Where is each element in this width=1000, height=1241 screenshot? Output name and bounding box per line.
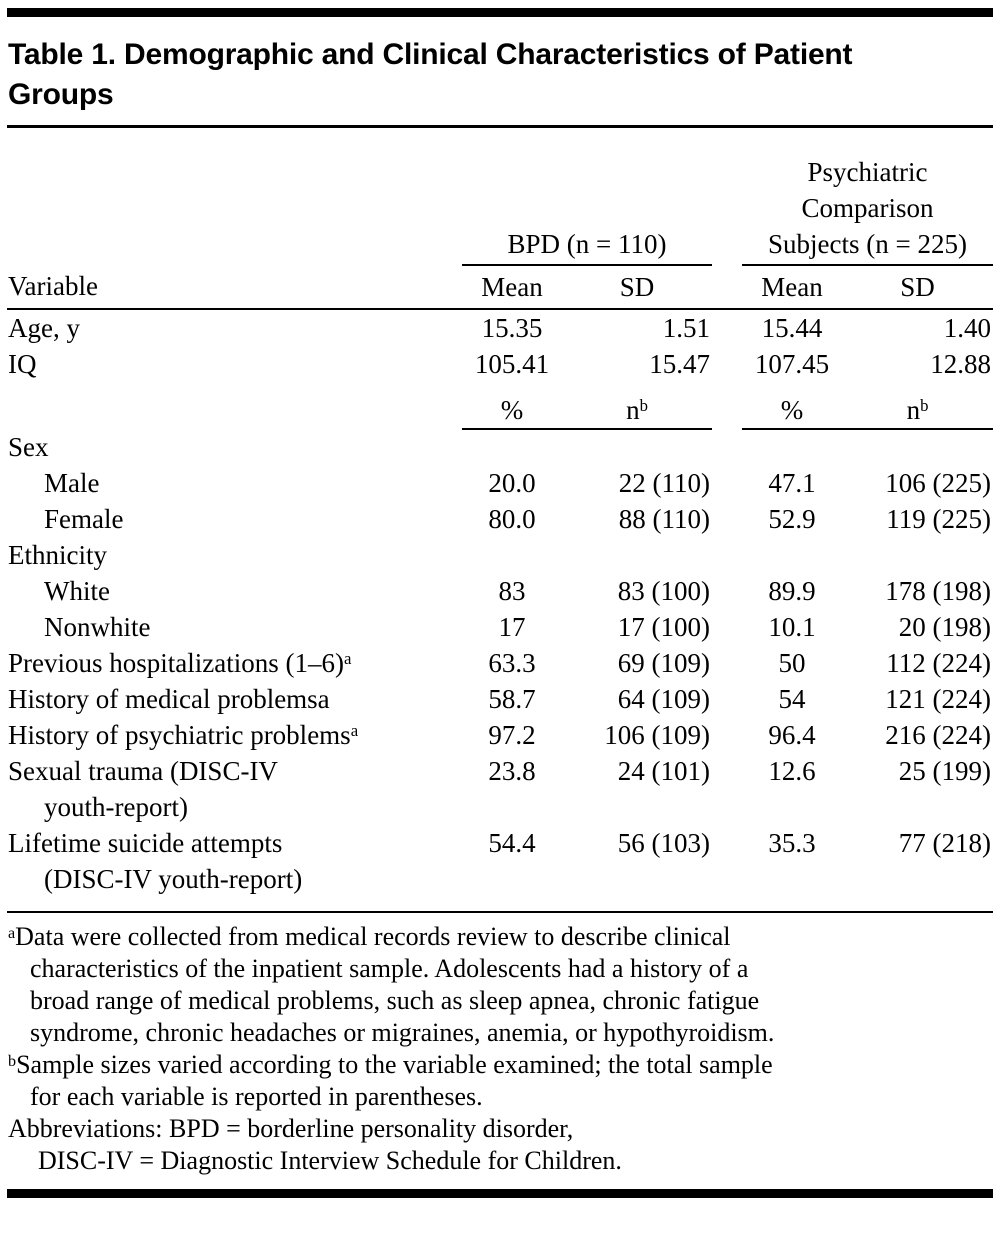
row-label-text: White: [44, 576, 110, 606]
column-gap: [712, 681, 742, 717]
footnote-a-line: broad range of medical problems, such as sleep apnea, chronic fatigue: [30, 986, 760, 1015]
comp-percent-cell: 10.1: [768, 612, 816, 642]
footnote-text: Data were collected from medical records review to describe clinical: [15, 922, 731, 951]
row-label-continuation: (DISC-IV youth-report): [44, 864, 303, 894]
row-label-text: Male: [44, 468, 100, 498]
column-gap: [712, 382, 742, 429]
comp-n-cell: [842, 429, 993, 465]
demographics-table: [7, 154, 993, 897]
footnote-b-line: [8, 1049, 993, 1081]
row-label-text: IQ: [8, 349, 37, 379]
bpd-percent-cell: 80.0: [488, 504, 536, 534]
row-label-text: Previous hospitalizations (1–6): [8, 648, 344, 678]
column-header-variable: Variable: [7, 265, 462, 309]
bpd-percent-cell: 17: [498, 612, 526, 642]
comp-percent-cell: 52.9: [768, 504, 816, 534]
column-gap: [712, 346, 742, 382]
column-gap: [712, 537, 742, 573]
row-label-text: Ethnicity: [8, 540, 107, 570]
comp-percent-header: [742, 382, 842, 429]
row-label: [7, 429, 462, 465]
footnote-b: [8, 1049, 993, 1113]
column-header-comp-mean: Mean: [742, 265, 842, 309]
bpd-percent-cell: [462, 537, 562, 573]
comp-n-cell: 178 (198): [885, 576, 992, 606]
row-label: [7, 382, 462, 429]
footnote-a-line: syndrome, chronic headaches or migraines, anemia, or hypothyroidism.: [30, 1018, 775, 1047]
column-header-row: [7, 265, 993, 309]
comp-n-cell: [842, 537, 993, 573]
column-gap: [712, 609, 742, 645]
footnote-b-line: for each variable is reported in parentheses.: [30, 1082, 483, 1111]
comp-n-cell: 119 (225): [886, 504, 992, 534]
bpd-percent-cell: 58.7: [488, 684, 536, 714]
row-label: [7, 309, 462, 346]
bpd-n-cell: 56 (103): [617, 828, 711, 858]
row-label: [7, 346, 462, 382]
comp-n-cell: 77 (218): [898, 828, 992, 858]
bpd-n-cell: 69 (109): [617, 648, 711, 678]
row-label: [7, 501, 462, 537]
bpd-percent-cell: 54.4: [488, 828, 536, 858]
bpd-mean-cell: 105.41: [474, 349, 550, 379]
abbreviations-line: DISC-IV = Diagnostic Interview Schedule for Children.: [38, 1146, 622, 1175]
n-header-text: n: [626, 395, 640, 425]
group-header-comparison: [742, 154, 993, 265]
bpd-sd-cell: 1.51: [662, 313, 711, 343]
column-gap: [712, 309, 742, 346]
row-label: [7, 609, 462, 645]
comp-n-cell: 216 (224): [885, 720, 992, 750]
superscript-a: a: [343, 649, 352, 669]
footnote-marker-b: b: [8, 1052, 17, 1070]
group-header-comparison-line: Subjects (n = 225): [768, 229, 967, 259]
footnote-a: [8, 921, 993, 1049]
row-white: [7, 573, 993, 609]
row-label: [7, 465, 462, 501]
bpd-percent-cell: 20.0: [488, 468, 536, 498]
comp-n-cell: 106 (225): [885, 468, 992, 498]
group-header-comparison-line: Psychiatric: [807, 157, 928, 187]
bpd-n-cell: 17 (100): [617, 612, 711, 642]
row-history-psychiatric: [7, 717, 993, 753]
comp-percent-cell: 50: [778, 648, 806, 678]
comp-sd-cell: 12.88: [930, 349, 992, 379]
bpd-percent-header: [462, 382, 562, 429]
row-label-text: Sex: [8, 432, 49, 462]
row-label-text: Lifetime suicide attempts: [8, 828, 283, 858]
bpd-mean-cell: 15.35: [481, 313, 543, 343]
row-sex: [7, 429, 993, 465]
row-label-text: History of psychiatric problems: [8, 720, 351, 750]
row-label-text: History of medical problemsa: [8, 684, 330, 714]
comp-percent-cell: 54: [778, 684, 806, 714]
column-gap: [712, 717, 742, 753]
comp-mean-cell: 15.44: [761, 313, 823, 343]
bpd-n-cell: 64 (109): [617, 684, 711, 714]
row-label-text: Female: [44, 504, 124, 534]
n-header-text: n: [906, 395, 921, 425]
comp-n-cell: 20 (198): [898, 612, 992, 642]
bottom-rule: [7, 1189, 993, 1198]
row-ethnicity: [7, 537, 993, 573]
bpd-n-cell: 22 (110): [618, 468, 711, 498]
row-previous-hospitalizations: [7, 645, 993, 681]
group-header-row: [7, 154, 993, 265]
comp-percent-cell: [742, 537, 842, 573]
column-gap: [712, 154, 742, 265]
row-iq: [7, 346, 993, 382]
bpd-n-cell: [562, 429, 712, 465]
group-header-comparison-line: Comparison: [801, 193, 934, 223]
bpd-n-cell: 106 (109): [604, 720, 711, 750]
footnote-abbreviations: [8, 1113, 993, 1177]
top-rule: [7, 8, 993, 17]
bpd-percent-cell: 23.8: [488, 756, 536, 786]
row-label: [7, 753, 462, 825]
column-header-comp-sd: SD: [842, 265, 993, 309]
row-label: [7, 537, 462, 573]
group-header-bpd: [462, 154, 712, 265]
row-label-text: Age, y: [8, 313, 80, 343]
abbreviations-line: Abbreviations: BPD = borderline personality disorder,: [8, 1114, 574, 1143]
column-header-bpd-mean: Mean: [462, 265, 562, 309]
table-title-line: Table 1. Demographic and Clinical Characteristics of Patient: [8, 38, 853, 71]
comp-n-header: [842, 382, 993, 429]
comp-n-cell: 121 (224): [885, 684, 992, 714]
column-header-bpd-sd: SD: [562, 265, 712, 309]
table-title-line: Groups: [8, 78, 114, 111]
bpd-n-cell: 24 (101): [617, 756, 711, 786]
row-nonwhite: [7, 609, 993, 645]
bpd-sd-cell: 15.47: [649, 349, 711, 379]
column-gap: [712, 429, 742, 465]
column-gap: [712, 465, 742, 501]
comp-percent-cell: 96.4: [768, 720, 816, 750]
row-male: [7, 465, 993, 501]
bpd-percent-cell: [462, 429, 562, 465]
row-female: [7, 501, 993, 537]
row-label: [7, 717, 462, 753]
footnote-marker-a: a: [8, 924, 16, 942]
footnote-a-line: characteristics of the inpatient sample. Adolescents had a history of a: [30, 954, 749, 983]
row-age: [7, 309, 993, 346]
bpd-percent-cell: 97.2: [488, 720, 536, 750]
comp-percent-cell: 12.6: [768, 756, 816, 786]
column-gap: [712, 825, 742, 897]
percent-header-text: %: [500, 395, 524, 425]
comp-percent-cell: 35.3: [768, 828, 816, 858]
row-history-medical: [7, 681, 993, 717]
column-gap: [712, 573, 742, 609]
row-label: [7, 681, 462, 717]
comp-sd-cell: 1.40: [943, 313, 992, 343]
percent-header-text: %: [780, 395, 804, 425]
comp-percent-cell: [742, 429, 842, 465]
empty-corner-cell: [7, 154, 462, 265]
row-label: [7, 825, 462, 897]
column-gap: [712, 501, 742, 537]
column-gap: [712, 753, 742, 825]
column-gap: [712, 265, 742, 309]
superscript-a: a: [350, 721, 359, 741]
comp-n-cell: 112 (224): [886, 648, 992, 678]
row-label: [7, 573, 462, 609]
row-label: [7, 645, 462, 681]
comp-mean-cell: 107.45: [754, 349, 830, 379]
comp-percent-cell: 89.9: [768, 576, 816, 606]
bpd-percent-cell: 83: [498, 576, 526, 606]
column-gap: [712, 645, 742, 681]
bpd-percent-cell: 63.3: [488, 648, 536, 678]
bpd-n-header: [562, 382, 712, 429]
comp-n-cell: 25 (199): [898, 756, 992, 786]
row-label-text: Sexual trauma (DISC-IV: [8, 756, 278, 786]
row-lifetime-suicide-attempts: [7, 825, 993, 897]
superscript-b: b: [920, 396, 929, 416]
subheader-row: [7, 382, 993, 429]
row-label-text: Nonwhite: [44, 612, 151, 642]
footnote-text: Sample sizes varied according to the variable examined; the total sample: [16, 1050, 773, 1079]
footnote-a-line: [8, 921, 993, 953]
footnotes: [7, 911, 993, 1177]
bpd-n-cell: 88 (110): [618, 504, 711, 534]
bpd-n-cell: [562, 537, 712, 573]
row-sexual-trauma: [7, 753, 993, 825]
group-header-bpd-label: BPD (n = 110): [507, 229, 667, 259]
superscript-b: b: [639, 396, 648, 416]
table-title: [7, 31, 993, 128]
bpd-n-cell: 83 (100): [617, 576, 711, 606]
comp-percent-cell: 47.1: [768, 468, 816, 498]
row-label-continuation: youth-report): [44, 792, 188, 822]
